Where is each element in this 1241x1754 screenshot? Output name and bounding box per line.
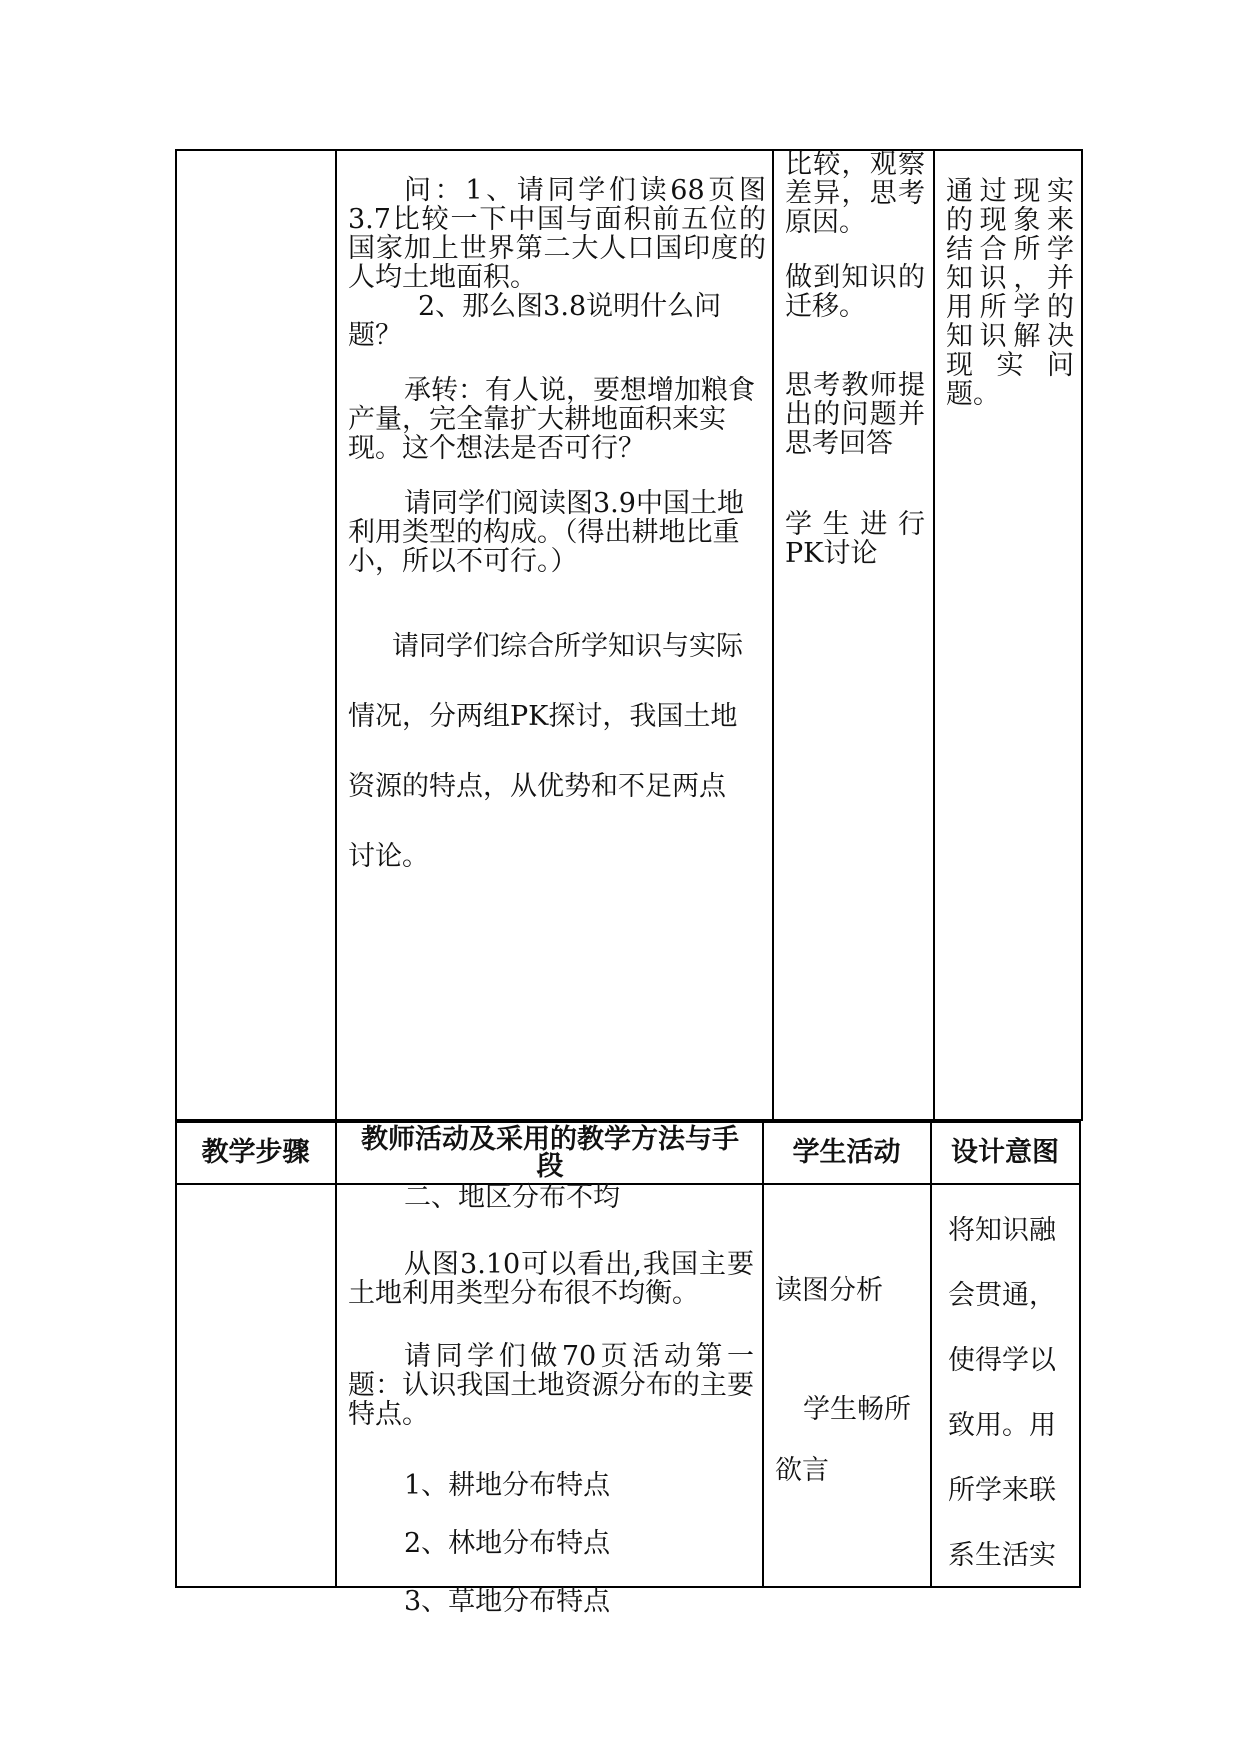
design-line-4: 致用。用 (948, 1410, 1056, 1441)
header-design-intent: 设计意图 (951, 1137, 1059, 1168)
design-intent-text: 通过现实的现象来结合所学知识，并用所学的知识解决现实问题。 (946, 176, 1074, 410)
activity-paragraph: 请同学们做70页活动第一题：认识我国土地资源分布的主要特点。 (348, 1341, 754, 1430)
grassland-item: 3、草地分布特点 (404, 1586, 611, 1617)
student-speak-freely: 学生畅所 (803, 1394, 911, 1425)
table2-student-cell (775, 1276, 925, 1485)
table2-left-border (175, 1121, 177, 1588)
farmland-item: 1、耕地分布特点 (404, 1470, 611, 1501)
table2-right-border (1079, 1121, 1081, 1588)
table2-teacher-cell (348, 1183, 754, 1631)
design-line-1: 将知识融 (948, 1215, 1056, 1246)
header-student-activity: 学生活动 (792, 1137, 901, 1168)
table2-divider-3 (930, 1121, 932, 1588)
table2-design-cell (948, 1198, 1073, 1588)
pk-line-2: 情况，分两组PK探讨，我国土地 (348, 701, 738, 732)
table1-divider-3 (933, 149, 935, 1119)
section-heading: 二、地区分布不均 (404, 1182, 620, 1213)
student-item-1: 比较，观察差异，思考原因。 (785, 149, 925, 238)
pk-line-3: 资源的特点，从优势和不足两点 (348, 771, 726, 802)
pk-line-1: 请同学们综合所学知识与实际 (392, 631, 743, 662)
table1-student-cell (785, 150, 925, 568)
design-line-5: 所学来联 (948, 1475, 1056, 1506)
table1-teacher-cell (348, 176, 766, 576)
question-paragraph-2: 2、那么图3.8说明什么问题？ (348, 291, 722, 351)
student-item-3: 思考教师提出的问题并思考回答 (785, 370, 925, 459)
student-item-2: 做到知识的迁移。 (785, 262, 925, 322)
table1-top-border (175, 149, 1083, 151)
table2-divider-1 (335, 1121, 337, 1588)
design-line-3: 使得学以 (948, 1345, 1056, 1376)
reading-paragraph: 请同学们阅读图3.9中国土地利用类型的构成。（得出耕地比重小，所以不可行。） (348, 488, 744, 577)
table1-divider-2 (772, 149, 774, 1119)
design-line-2: 会贯通， (948, 1280, 1056, 1311)
table2-divider-2 (762, 1121, 764, 1588)
table1-design-cell (946, 177, 1074, 409)
design-line-6: 系生活实 (948, 1540, 1056, 1571)
pk-line-4: 讨论。 (348, 841, 429, 872)
map-paragraph: 从图3.10可以看出,我国主要土地利用类型分布很不均衡。 (348, 1249, 754, 1309)
student-read-map: 读图分析 (775, 1275, 883, 1306)
table1-right-border (1081, 149, 1083, 1119)
table1-left-border (175, 149, 177, 1119)
table1-teacher-pk-block (348, 612, 772, 892)
student-speak-freely-2: 欲言 (775, 1455, 829, 1486)
question-paragraph: 问：1、请同学们读68页图3.7比较一下中国与面积前五位的国家加上世界第二大人口国印度的人均土地面积。 (348, 175, 766, 293)
forestland-item: 2、林地分布特点 (404, 1528, 611, 1559)
header-teaching-steps: 教学步骤 (201, 1137, 310, 1168)
student-item-4: 学生进行PK讨论 (785, 509, 925, 569)
header-teacher-activity: 教师活动及采用的教学方法与手段 (361, 1123, 739, 1182)
table1-divider-1 (335, 149, 337, 1119)
transition-paragraph: 承转：有人说，要想增加粮食产量，完全靠扩大耕地面积来实现。这个想法是否可行？ (348, 375, 755, 464)
